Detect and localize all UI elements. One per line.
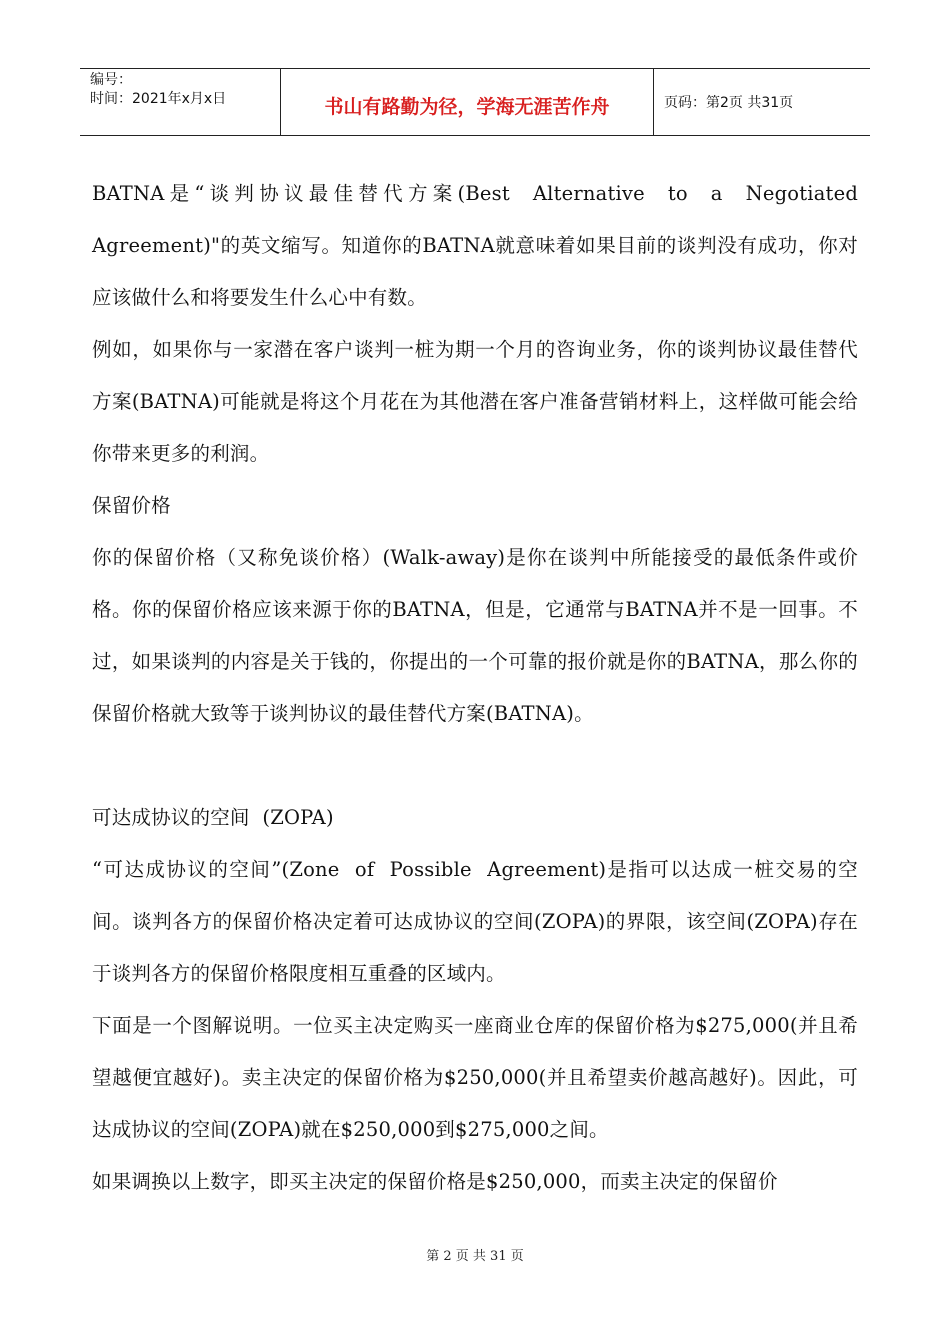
section-heading-zopa: 可达成协议的空间 (ZOPA) [92,806,334,829]
header-number-label: 编号： [90,72,132,88]
document-body [92,168,865,1208]
header-meta-cell [80,69,281,135]
paragraph-zopa-definition: “可达成协议的空间”(Zone of Possible Agreement)是指可以达成一桩交易的空间。谈判各方的保留价格决定着可达成协议的空间(ZOPA)的界限，该空间(ZOPA)存在于谈判各方的保留价格限度相互重叠的区域内。 [92,858,858,985]
page-footer: 第 2 页 共 31 页 [426,1249,524,1264]
blank-line [92,740,858,792]
header-motto: 书山有路勤为径，学海无涯苦作舟 [281,69,654,135]
paragraph-batna-definition: BATNA是“谈判协议最佳替代方案(Best Alternative to a Negotiated Agreement)"的英文缩写。知道你的BATNA就意味着如果目前的谈判没有成功，你对应该做什么和将要发生什么心中有数。 [92,182,865,309]
paragraph-batna-example: 例如，如果你与一家潜在客户谈判一桩为期一个月的咨询业务，你的谈判协议最佳替代方案(BATNA)可能就是将这个月花在为其他潜在客户准备营销材料上，这样做可能会给你带来更多的利润。 [92,338,858,465]
page-header [80,68,870,136]
header-time-label: 时间：2021年x月x日 [90,91,227,107]
paragraph-zopa-swap: 如果调换以上数字，即买主决定的保留价格是$250,000，而卖主决定的保留价 [92,1170,778,1193]
paragraph-reservation-price: 你的保留价格（又称免谈价格）(Walk-away)是你在谈判中所能接受的最低条件或价格。你的保留价格应该来源于你的BATNA，但是，它通常与BATNA并不是一回事。不过，如果谈判的内容是关于钱的，你提出的一个可靠的报价就是你的BATNA，那么你的保留价格就大致等于谈判协议的最佳替代方案(BATNA)。 [92,546,858,725]
paragraph-zopa-example: 下面是一个图解说明。一位买主决定购买一座商业仓库的保留价格为$275,000(并且希望越便宜越好)。卖主决定的保留价格为$250,000(并且希望卖价越高越好)。因此，可达成协议的空间(ZOPA)就在$250,000到$275,000之间。 [92,1014,858,1141]
header-page-info: 页码：第2页 共31页 [664,95,794,111]
section-heading-reservation-price: 保留价格 [92,494,171,517]
